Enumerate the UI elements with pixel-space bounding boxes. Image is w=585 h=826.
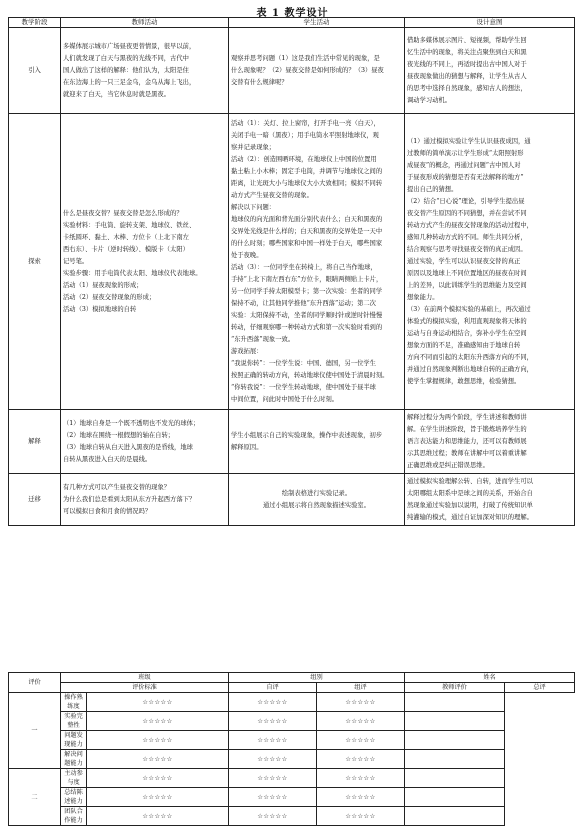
- text-line: 距离，让光斑大小与地球仪大小大致相同；模拟不同转: [231, 179, 383, 187]
- text-line: 实验材料：手电筒、旋转支架、地球仪、铁丝、: [63, 221, 196, 229]
- text-line: 保持不动，让其他同学推他“东升西落”运动；第二次: [231, 299, 376, 307]
- total-rating-cell[interactable]: [405, 712, 505, 731]
- eval-row: [9, 693, 575, 712]
- eval-head-group: 组别: [229, 673, 405, 683]
- row-explain: [9, 410, 575, 474]
- eval-criterion: 总结陈述能力: [61, 788, 87, 807]
- text-line: 并通过自然现象判断出地球自转的正确方向，: [407, 365, 533, 373]
- intro-intent: [405, 28, 575, 114]
- text-line: 观察并思考问题（1）这是我们生活中常见的现象，是: [231, 54, 380, 62]
- total-rating-cell[interactable]: [405, 750, 505, 769]
- text-line: 通过模拟实验理解公转、自转，进而学生可以: [407, 477, 533, 485]
- rating-stars-peer[interactable]: ☆☆☆☆☆: [229, 807, 317, 826]
- text-line: 的什么时刻；哪些国家和中国一样处于白天，哪些国家: [231, 239, 383, 247]
- text-line: 解决以下问题：: [231, 203, 276, 211]
- text-line: 结合观察与思考寻找昼夜交替的真正成因。: [407, 245, 527, 253]
- eval-head-teacher: 教师评价: [405, 683, 505, 693]
- intro-student: [229, 28, 405, 114]
- text-line: 体验式的模拟实验，利用直观现象将天体的: [407, 317, 527, 325]
- stage-explore: 探索: [9, 114, 61, 410]
- text-line: 在东边海上的一只三足金乌，金乌从海上飞出，: [63, 78, 196, 86]
- rating-stars-peer[interactable]: ☆☆☆☆☆: [229, 769, 317, 788]
- header-stage: 教学阶段: [9, 18, 61, 28]
- eval-row: [9, 788, 575, 807]
- text-line: （1）地球自身是一个既不透明也不发光的球体；: [63, 419, 200, 427]
- text-line: （1）通过模拟实验让学生认识昼夜成因，通: [407, 137, 531, 145]
- eval-criterion: 操作熟练度: [61, 693, 87, 712]
- text-line: 使学生掌握规律，敢想思维，检验猜想。: [407, 377, 521, 385]
- row-explore: [9, 114, 575, 410]
- header-teacher: 教师活动: [61, 18, 229, 28]
- rating-stars-teacher[interactable]: ☆☆☆☆☆: [317, 750, 405, 769]
- stage-evaluate: 评价: [9, 673, 61, 693]
- total-rating-cell[interactable]: [405, 731, 505, 750]
- text-line: 可以模拟日食和月食的情况吗？: [63, 507, 152, 515]
- text-line: 想象能力。: [407, 293, 439, 301]
- explore-student: [229, 114, 405, 410]
- eval-group-label: 一: [9, 693, 61, 769]
- text-line: 解释过程分为两个阶段，学生讲述和教师讲: [407, 413, 527, 421]
- text-line: 上的差异，以此训练学生的思维能力及空间: [407, 281, 527, 289]
- evaluation-table: [8, 672, 575, 826]
- text-line: 按照正确的转动方向，转动地球仪使中国处于清晨时刻。: [231, 371, 389, 379]
- rating-stars-peer[interactable]: ☆☆☆☆☆: [229, 750, 317, 769]
- eval-group-label: 二: [9, 769, 61, 826]
- eval-criterion: 问题发现能力: [61, 731, 87, 750]
- text-line: 活动（3）模拟地球的自转: [63, 305, 137, 313]
- text-line: 绘制表格进行实验记录。: [281, 489, 352, 497]
- header-row: [9, 18, 575, 28]
- text-line: 西右东）、卡片（逆时转线）、模版卡（太阳）: [63, 245, 189, 253]
- eval-criterion: 实验完整性: [61, 712, 87, 731]
- rating-stars-self[interactable]: ☆☆☆☆☆: [87, 769, 229, 788]
- text-line: 动方式产生昼夜交替的现象。: [231, 191, 313, 199]
- rating-stars-self[interactable]: ☆☆☆☆☆: [87, 788, 229, 807]
- eval-row: [9, 769, 575, 788]
- text-line: 处于夜晚。: [231, 251, 263, 259]
- text-line: 转动方式产生的昼夜交替现象的活动过程中，: [407, 221, 533, 229]
- explain-intent: [405, 410, 575, 474]
- eval-criterion: 团队合作能力: [61, 807, 87, 826]
- text-line: 感知几种转动方式的不同。师生共同分析，: [407, 233, 527, 241]
- total-rating-cell[interactable]: [405, 769, 505, 788]
- text-line: 通过小组展示将自然现象描述实验室。: [262, 501, 371, 509]
- text-line: 调动学习动机。: [407, 96, 452, 104]
- text-line: 示其思维过程；教师在讲解中可以着重讲解: [407, 449, 527, 457]
- text-line: 昼夜现象做出的猜想与解释，让学生从古人: [407, 72, 527, 80]
- rating-stars-peer[interactable]: ☆☆☆☆☆: [229, 788, 317, 807]
- rating-stars-teacher[interactable]: ☆☆☆☆☆: [317, 712, 405, 731]
- text-line: 活动（3）：一位同学坐在转椅上，将自己当作地球，: [231, 263, 377, 271]
- text-line: 交界处光线是什么样的；白天和黑夜的交界处是一天中: [231, 227, 383, 235]
- rating-stars-self[interactable]: ☆☆☆☆☆: [87, 731, 229, 750]
- rating-stars-teacher[interactable]: ☆☆☆☆☆: [317, 769, 405, 788]
- stage-intro: 引入: [9, 28, 61, 114]
- text-line: 什么现象呢？（2）昼夜交替是如何形成的？（3）昼夜: [231, 66, 384, 74]
- eval-row: [9, 807, 575, 826]
- text-line: 有几种方式可以产生昼夜交替的现象？: [63, 483, 171, 491]
- eval-head-criteria: 评价标准: [61, 683, 229, 693]
- eval-head-class: 班级: [61, 673, 229, 683]
- text-line: 原因以及地球上不同位置地区的昼夜在时间: [407, 269, 527, 277]
- text-line: 游戏拓展：: [231, 347, 263, 355]
- rating-stars-teacher[interactable]: ☆☆☆☆☆: [317, 731, 405, 750]
- text-line: 夜交替产生原因的不同猜想，并在尝试不同: [407, 209, 527, 217]
- stage-explain: 解释: [9, 410, 61, 474]
- text-line: 成昼夜”的概念，再通过问题“古中国人对: [407, 161, 521, 169]
- explain-student: [229, 410, 405, 474]
- rating-stars-self[interactable]: ☆☆☆☆☆: [87, 712, 229, 731]
- transfer-teacher: [61, 474, 229, 526]
- rating-stars-peer[interactable]: ☆☆☆☆☆: [229, 731, 317, 750]
- text-line: （2）结合“日心说”理论，引导学生提出昼: [407, 197, 525, 205]
- text-line: 运动与自身运动相结合，弥补小学生在空间: [407, 329, 527, 337]
- text-line: 通过实验，学生可以认识昼夜交替的真正: [407, 257, 521, 265]
- text-line: 卡纸圆环、黏土、木棒、方位卡（上北下南左: [63, 233, 189, 241]
- eval-row: [9, 750, 575, 769]
- text-line: 黏土粘上小木棒；固定手电筒，并调节与地球仪之间的: [231, 167, 383, 175]
- rating-stars-teacher[interactable]: ☆☆☆☆☆: [317, 693, 405, 712]
- text-line: 活动（2）：创造围晒环境，在地球仪上中国的位置用: [231, 155, 377, 163]
- rating-stars-self[interactable]: ☆☆☆☆☆: [87, 807, 229, 826]
- eval-row: [9, 712, 575, 731]
- table-title: 表 1 教学设计: [256, 8, 329, 19]
- eval-header-1: [9, 673, 575, 683]
- text-line: 过教师的简单演示让学生形成“太阳照射形: [407, 149, 524, 157]
- text-line: 学生小组展示自己的实验现象，操作中表述现象，初步: [231, 431, 383, 439]
- intro-teacher: [61, 28, 229, 114]
- text-line: 于昼夜形成的猜想是否有无法解释的地方”: [407, 173, 524, 181]
- text-line: 解释原因。: [231, 443, 263, 451]
- eval-head-self: 自评: [229, 683, 317, 693]
- header-intent: 设计意图: [405, 18, 575, 28]
- text-line: “你转我说”：一位学生转动地球，使中国处于昼半球: [231, 383, 376, 391]
- text-line: 自转从黑夜进入白天的是晨线。: [63, 455, 152, 463]
- text-line: 另一位同学手持太阳模型卡；第一次实验：坐者的同学: [231, 287, 383, 295]
- rating-stars-peer[interactable]: ☆☆☆☆☆: [229, 693, 317, 712]
- text-line: 手持“上北下南左西右东”方位卡，眼睛两侧贴上卡片，: [231, 275, 383, 283]
- eval-head-name: 姓名: [405, 673, 575, 683]
- text-line: 夜光线的不同上，再适时提出古中国人对于: [407, 60, 527, 68]
- rating-stars-peer[interactable]: ☆☆☆☆☆: [229, 712, 317, 731]
- total-rating-cell[interactable]: [405, 807, 505, 826]
- total-rating-cell[interactable]: [405, 788, 505, 807]
- row-intro: [9, 28, 575, 114]
- text-line: 实验：太阳保持不动，坐者的同学顺时针或逆时针慢慢: [231, 311, 383, 319]
- explore-teacher: [61, 114, 229, 410]
- text-line: 记号笔。: [63, 257, 89, 265]
- text-line: “东升西落”现象一致。: [231, 335, 295, 343]
- text-line: 借助多媒体展示图片、短视频，帮助学生回: [407, 36, 527, 44]
- total-rating-cell[interactable]: [405, 693, 505, 712]
- text-line: 的思考中选择自然现象，感知古人的想法，: [407, 84, 527, 92]
- text-line: 提出自己的猜想。: [407, 185, 458, 193]
- text-line: 太阳哪组太阳系中是球之间的关系，开始合自: [407, 489, 533, 497]
- rating-stars-self[interactable]: ☆☆☆☆☆: [87, 693, 229, 712]
- text-line: 活动（1）昼夜现象的形成；: [63, 281, 143, 289]
- eval-head-peer: 组评: [317, 683, 405, 693]
- text-line: 然现象通过实验加以说明，打破了传统知识单: [407, 501, 533, 509]
- text-line: 关闭手电一暗（黑夜）；用手电筒水平照射地球仪，观: [231, 131, 379, 139]
- text-line: 转动，仔细观察哪一种转动方式和第一次实验时看到的: [231, 323, 383, 331]
- rating-stars-self[interactable]: ☆☆☆☆☆: [87, 750, 229, 769]
- eval-criterion: 主动参与度: [61, 769, 87, 788]
- explain-teacher: [61, 410, 229, 474]
- transfer-intent: [405, 474, 575, 526]
- text-line: 中间位置，问此时中国处于什么时刻。: [231, 395, 339, 403]
- header-student: 学生活动: [229, 18, 405, 28]
- text-line: 国人做出了这样的解释：他们认为，太阳是住: [63, 66, 189, 74]
- explore-intent: [405, 114, 575, 410]
- text-line: 想象方面的不足，准确感知由于地球自转: [407, 341, 521, 349]
- eval-header-2: [9, 683, 575, 693]
- text-line: 就迎来了白天，当它休息时就是黑夜。: [63, 90, 171, 98]
- text-line: 活动（1）：关灯、拉上窗帘，打开手电一亮（白天），: [231, 119, 380, 127]
- text-line: 语言表达能力和思维能力，还可以有教师展: [407, 437, 527, 445]
- text-line: 察并记录现象；: [231, 143, 276, 151]
- text-line: 交替有什么规律呢？: [231, 78, 288, 86]
- text-line: 活动（2）昼夜交替现象的形成；: [63, 293, 156, 301]
- text-line: 多媒体展示城市广场昼夜更替情景，很早以前，: [63, 42, 196, 50]
- text-line: 人们就发现了白天与黑夜的光线不同，古代中: [63, 54, 189, 62]
- text-line: 正确思维或是纠正错误思维。: [407, 461, 489, 469]
- teaching-design-table: [8, 17, 575, 526]
- rating-stars-teacher[interactable]: ☆☆☆☆☆: [317, 788, 405, 807]
- rating-stars-teacher[interactable]: ☆☆☆☆☆: [317, 807, 405, 826]
- text-line: 地球仪的向光面和背光面分别代表什么；白天和黑夜的: [231, 215, 383, 223]
- text-line: 为什么我们总是看到太阳从东方升起西方落下？: [63, 495, 196, 503]
- text-line: 什么是昼夜交替？昼夜交替是怎么形成的？: [63, 209, 183, 217]
- eval-head-total: 总评: [505, 683, 575, 693]
- stage-transfer: 迁移: [9, 474, 61, 526]
- text-line: 纯灌输的模式，通过自证加深对知识的理解。: [407, 513, 533, 521]
- text-line: 忆生活中的现象，将关注点聚焦到白天和黑: [407, 48, 527, 56]
- text-line: （2）地球在围绕一根假想的轴在自转；: [63, 431, 175, 439]
- text-line: 解。在学生讲述阶段，旨于锻炼培养学生的: [407, 425, 527, 433]
- text-line: （3）地球自转从白天进入黑夜的是昏线，地球: [63, 443, 193, 451]
- text-line: “我说你转”：一位学生说：中国、德国，另一位学生: [231, 359, 376, 367]
- text-line: 实验步骤：用手电筒代表太阳、地球仪代表地球。: [63, 269, 202, 277]
- text-line: 方向不同而引起的太阳东升西落方向的不同，: [407, 353, 533, 361]
- eval-criterion: 解决问题能力: [61, 750, 87, 769]
- text-line: （3）在前两个模拟实验的基础上，再次通过: [407, 305, 531, 313]
- eval-row: [9, 731, 575, 750]
- row-transfer: [9, 474, 575, 526]
- transfer-student: [229, 474, 405, 526]
